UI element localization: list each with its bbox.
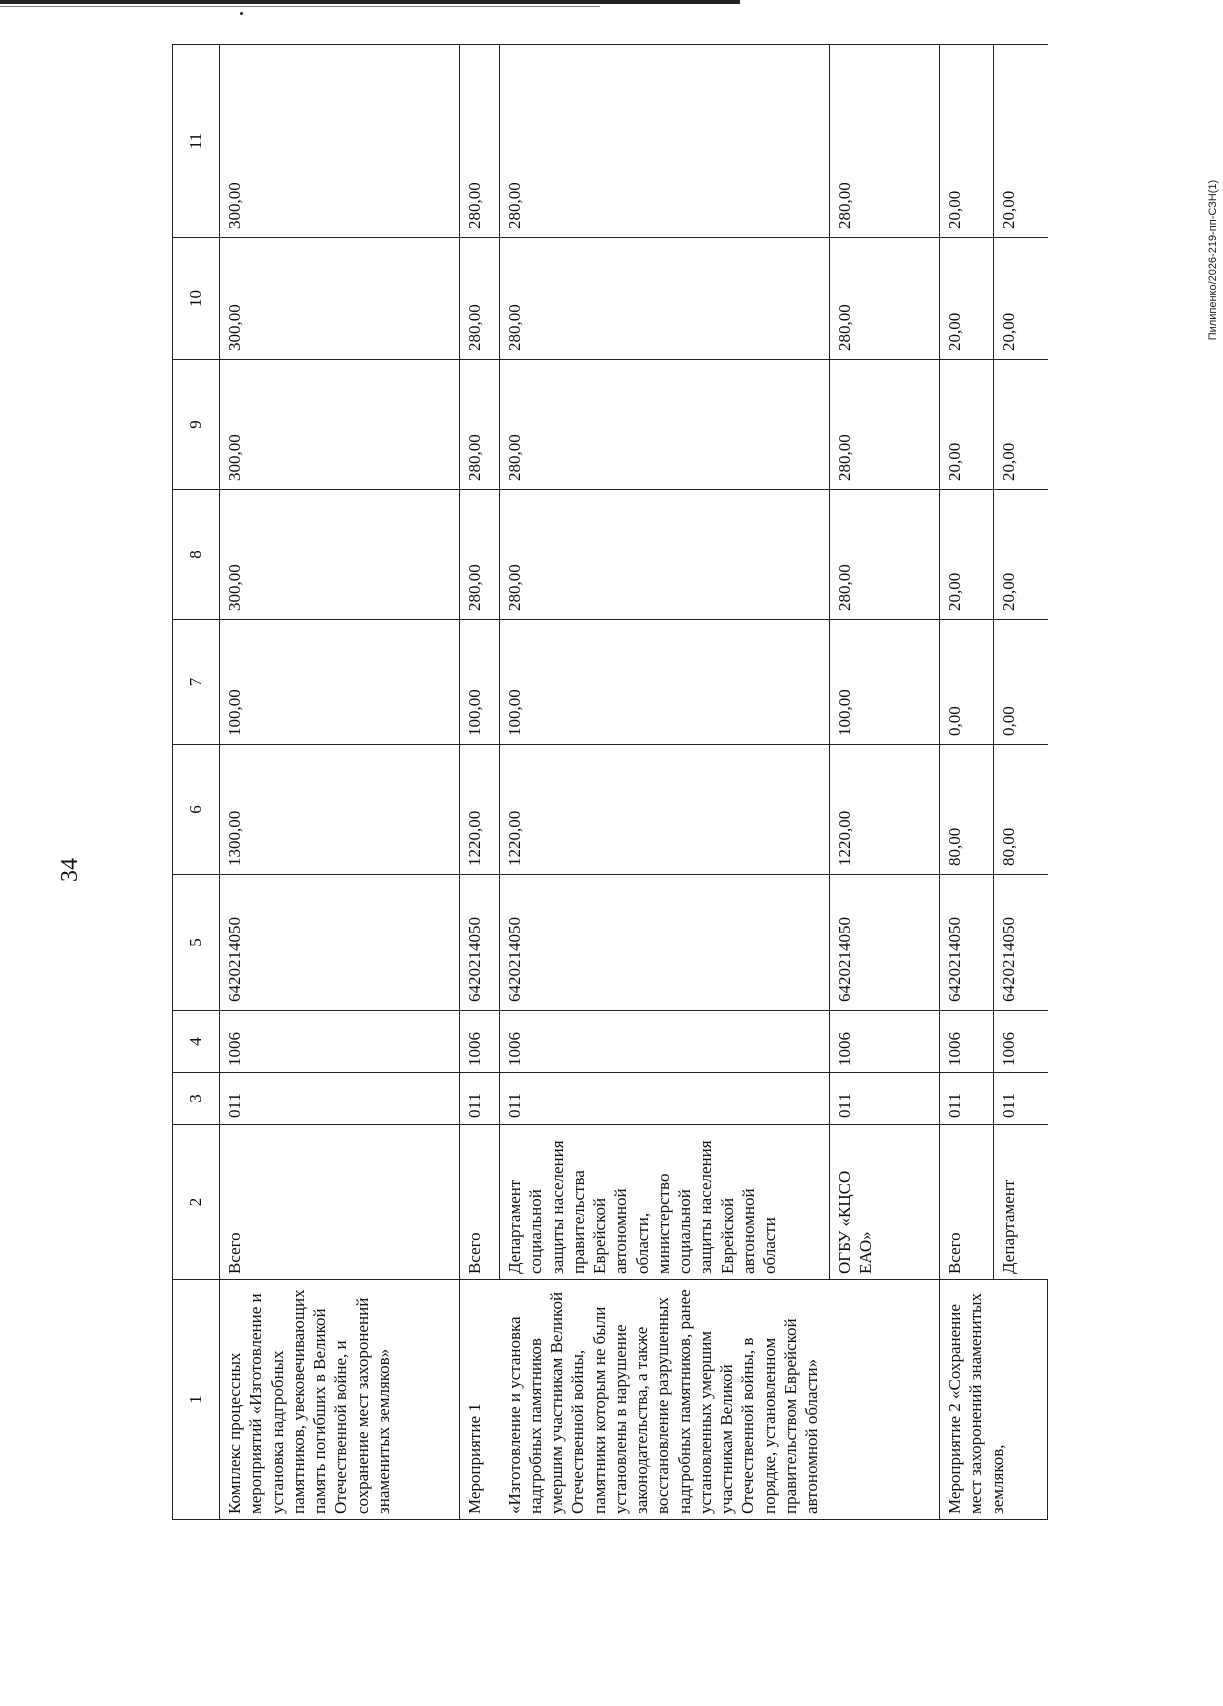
value-cell: 280,00: [460, 360, 500, 490]
value-cell: 1300,00: [220, 745, 460, 875]
value-cell: 280,00: [830, 45, 940, 238]
value-cell: 20,00: [994, 490, 1048, 620]
target-article-cell: 6420214050: [460, 875, 500, 1011]
value-cell: 1220,00: [460, 745, 500, 875]
header-cell: 11: [173, 45, 220, 238]
table-row: [220, 45, 460, 1520]
value-cell: 1220,00: [500, 745, 830, 875]
value-cell: 300,00: [220, 45, 460, 238]
code-cell: 011: [994, 1073, 1048, 1125]
header-cell: 10: [173, 238, 220, 360]
footer-note: Пилипенко/2026-219-пп-СЗН(1): [1207, 179, 1219, 341]
table-row: [940, 45, 994, 1520]
value-cell: 280,00: [460, 490, 500, 620]
description-cell: «Изготовление и установка надгробных памятников умершим участникам Великой Отечественной войны, памятники которым не были установлены в нарушение законодательства, а также восстановление разрушенных надгробных памятников, ранее установленных умершим участникам Великой Отечественной войны, в порядке, установленном правительством Еврейской автономной области»: [500, 1280, 940, 1520]
value-cell: 280,00: [500, 360, 830, 490]
section-cell: 1006: [220, 1011, 460, 1073]
value-cell: 100,00: [500, 620, 830, 745]
section-cell: 1006: [500, 1011, 830, 1073]
executor-cell: Департамент социальной защиты населения правительства Еврейской автономной области, министерство социальной защиты населения Еврейской автономной области: [500, 1125, 830, 1280]
top-border-line-thin: [0, 6, 600, 7]
value-cell: 280,00: [500, 238, 830, 360]
section-cell: 1006: [830, 1011, 940, 1073]
executor-cell: Всего: [220, 1125, 460, 1280]
description-cell: Мероприятие 2 «Сохранение мест захоронений знаменитых земляков,: [940, 1280, 1048, 1520]
value-cell: 20,00: [940, 360, 994, 490]
executor-cell: ОГБУ «КЦСО ЕАО»: [830, 1125, 940, 1280]
code-cell: 011: [940, 1073, 994, 1125]
scan-dot: [240, 12, 243, 15]
header-cell: 5: [173, 875, 220, 1011]
executor-cell: Департамент: [994, 1125, 1048, 1280]
value-cell: 300,00: [220, 490, 460, 620]
value-cell: 280,00: [500, 490, 830, 620]
value-cell: 20,00: [994, 45, 1048, 238]
value-cell: 100,00: [460, 620, 500, 745]
header-cell: 9: [173, 360, 220, 490]
header-cell: 6: [173, 745, 220, 875]
section-cell: 1006: [460, 1011, 500, 1073]
header-cell: 3: [173, 1073, 220, 1125]
target-article-cell: 6420214050: [940, 875, 994, 1011]
rotated-table-container: [172, 45, 1116, 1520]
value-cell: 0,00: [940, 620, 994, 745]
target-article-cell: 6420214050: [830, 875, 940, 1011]
code-cell: 011: [220, 1073, 460, 1125]
budget-table: [172, 44, 1048, 1520]
code-cell: 011: [830, 1073, 940, 1125]
value-cell: 20,00: [940, 45, 994, 238]
value-cell: 20,00: [994, 238, 1048, 360]
code-cell: 011: [460, 1073, 500, 1125]
target-article-cell: 6420214050: [500, 875, 830, 1011]
header-cell: 7: [173, 620, 220, 745]
table-row: [460, 45, 500, 1520]
value-cell: 20,00: [940, 490, 994, 620]
section-cell: 1006: [940, 1011, 994, 1073]
value-cell: 280,00: [500, 45, 830, 238]
value-cell: 100,00: [220, 620, 460, 745]
value-cell: 20,00: [994, 360, 1048, 490]
value-cell: 20,00: [940, 238, 994, 360]
header-cell: 1: [173, 1280, 220, 1520]
header-row: [173, 45, 220, 1520]
header-cell: 4: [173, 1011, 220, 1073]
value-cell: 1220,00: [830, 745, 940, 875]
value-cell: 280,00: [830, 490, 940, 620]
target-article-cell: 6420214050: [994, 875, 1048, 1011]
section-cell: 1006: [994, 1011, 1048, 1073]
page-number: 34: [57, 858, 83, 882]
value-cell: 80,00: [994, 745, 1048, 875]
value-cell: 280,00: [460, 238, 500, 360]
executor-cell: Всего: [460, 1125, 500, 1280]
executor-cell: Всего: [940, 1125, 994, 1280]
value-cell: 100,00: [830, 620, 940, 745]
description-cell: Комплекс процессных мероприятий «Изготовление и установка надгробных памятников, увековечивающих память погибших в Великой Отечественной войне, и сохранение мест захоронений знаменитых земляков»: [220, 1280, 460, 1520]
description-cell: Мероприятие 1: [460, 1280, 500, 1520]
header-cell: 2: [173, 1125, 220, 1280]
table-row: [500, 45, 830, 1520]
value-cell: 280,00: [460, 45, 500, 238]
value-cell: 300,00: [220, 238, 460, 360]
value-cell: 280,00: [830, 360, 940, 490]
top-border-line: [0, 0, 740, 4]
value-cell: 300,00: [220, 360, 460, 490]
value-cell: 280,00: [830, 238, 940, 360]
code-cell: 011: [500, 1073, 830, 1125]
value-cell: 80,00: [940, 745, 994, 875]
header-cell: 8: [173, 490, 220, 620]
target-article-cell: 6420214050: [220, 875, 460, 1011]
value-cell: 0,00: [994, 620, 1048, 745]
